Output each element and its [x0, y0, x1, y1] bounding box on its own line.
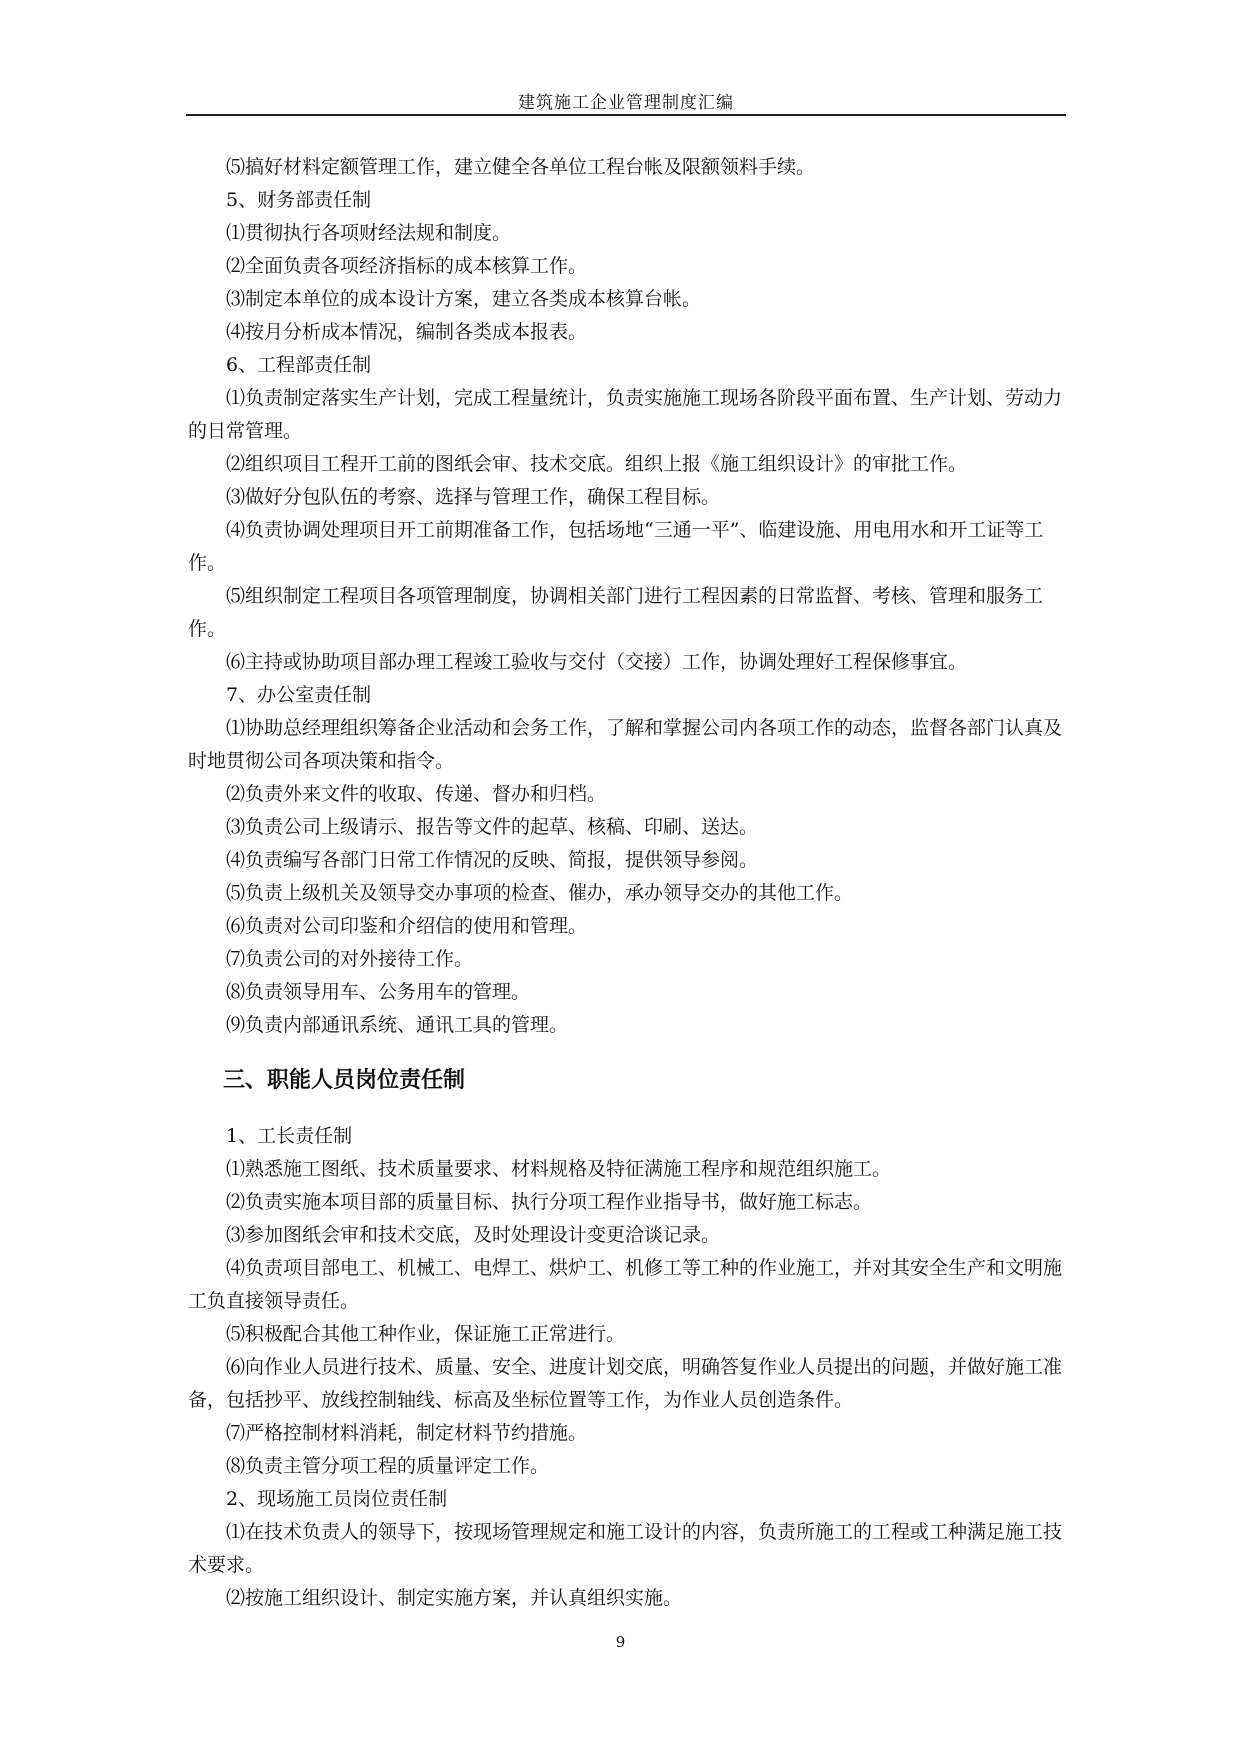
page-number: 9: [615, 1633, 626, 1651]
paragraph: 1、工长责任制: [226, 1125, 353, 1147]
paragraph: ⑵组织项目工程开工前的图纸会审、技术交底。组织上报《施工组织设计》的审批工作。: [226, 453, 968, 475]
paragraph: ⑴熟悉施工图纸、技术质量要求、材料规格及特征满施工程序和规范组织施工。: [226, 1158, 892, 1180]
paragraph: ⑻负责主管分项工程的质量评定工作。: [226, 1455, 550, 1477]
running-header: 建筑施工企业管理制度汇编: [518, 93, 734, 113]
paragraph: ⑺负责公司的对外接待工作。: [226, 948, 474, 970]
section-title: 三、职能人员岗位责任制: [223, 1068, 466, 1093]
paragraph: ⑶制定本单位的成本设计方案，建立各类成本核算台帐。: [226, 288, 702, 310]
paragraph: ⑺严格控制材料消耗，制定材料节约措施。: [226, 1422, 588, 1444]
paragraph: 6、工程部责任制: [226, 354, 372, 376]
header-rule: [186, 114, 1066, 116]
paragraph: ⑼负责内部通讯系统、通讯工具的管理。: [226, 1014, 569, 1036]
paragraph: ⑵负责实施本项目部的质量目标、执行分项工程作业指导书，做好施工标志。: [226, 1191, 873, 1213]
paragraph: 7、办公室责任制: [226, 684, 372, 706]
paragraph: ⑸搞好材料定额管理工作，建立健全各单位工程台帐及限额领料手续。: [226, 156, 816, 178]
paragraph: ⑶做好分包队伍的考察、选择与管理工作，确保工程目标。: [226, 486, 721, 508]
paragraph: ⑷负责项目部电工、机械工、电焊工、烘炉工、机修工等工种的作业施工，并对其安全生产和文明施工负直接领导责任。: [188, 1257, 1063, 1312]
responsibility-list-staff: [188, 1120, 1062, 1615]
paragraph: ⑴在技术负责人的领导下，按现场管理规定和施工设计的内容，负责所施工的工程或工种满足施工技术要求。: [188, 1521, 1063, 1576]
paragraph: ⑶参加图纸会审和技术交底，及时处理设计变更洽谈记录。: [226, 1224, 721, 1246]
paragraph: ⑹向作业人员进行技术、质量、安全、进度计划交底，明确答复作业人员提出的问题，并做好施工准备，包括抄平、放线控制轴线、标高及坐标位置等工作，为作业人员创造条件。: [188, 1356, 1063, 1411]
paragraph: ⑶负责公司上级请示、报告等文件的起草、核稿、印刷、送达。: [226, 816, 759, 838]
paragraph: ⑷按月分析成本情况，编制各类成本报表。: [226, 321, 588, 343]
paragraph: ⑸组织制定工程项目各项管理制度，协调相关部门进行工程因素的日常监督、考核、管理和服务工作。: [188, 585, 1044, 640]
paragraph: ⑵全面负责各项经济指标的成本核算工作。: [226, 255, 588, 277]
paragraph: ⑷负责编写各部门日常工作情况的反映、简报，提供领导参阅。: [226, 849, 759, 871]
paragraph: ⑸积极配合其他工种作业，保证施工正常进行。: [226, 1323, 626, 1345]
paragraph: 2、现场施工员岗位责任制: [226, 1488, 448, 1510]
paragraph: ⑹主持或协助项目部办理工程竣工验收与交付（交接）工作，协调处理好工程保修事宜。: [226, 651, 968, 673]
paragraph: ⑸负责上级机关及领导交办事项的检查、催办，承办领导交办的其他工作。: [226, 882, 854, 904]
paragraph: ⑻负责领导用车、公务用车的管理。: [226, 981, 531, 1003]
paragraph: ⑴负责制定落实生产计划，完成工程量统计，负责实施施工现场各阶段平面布置、生产计划、劳动力的日常管理。: [188, 387, 1063, 442]
document-body: [188, 151, 1062, 1615]
paragraph: ⑴协助总经理组织筹备企业活动和会务工作，了解和掌握公司内各项工作的动态，监督各部门认真及时地贯彻公司各项决策和指令。: [188, 717, 1063, 772]
paragraph: 5、财务部责任制: [226, 189, 372, 211]
paragraph: ⑵负责外来文件的收取、传递、督办和归档。: [226, 783, 607, 805]
paragraph: ⑴贯彻执行各项财经法规和制度。: [226, 222, 512, 244]
responsibility-list-departments: [188, 151, 1062, 1042]
paragraph: ⑵按施工组织设计、制定实施方案，并认真组织实施。: [226, 1587, 683, 1609]
paragraph: ⑷负责协调处理项目开工前期准备工作，包括场地“三通一平”、临建设施、用电用水和开工证等工作。: [188, 519, 1044, 574]
paragraph: ⑹负责对公司印鉴和介绍信的使用和管理。: [226, 915, 588, 937]
